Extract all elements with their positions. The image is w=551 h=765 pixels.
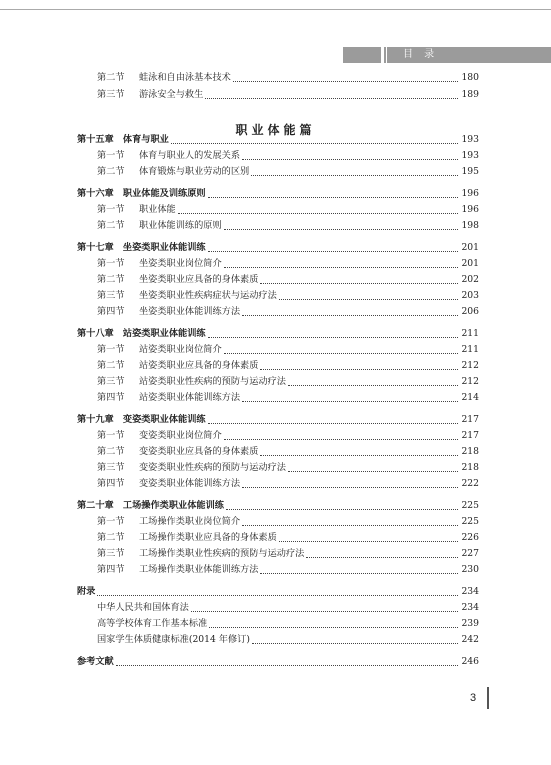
toc-page-number: 222 [461,478,479,489]
toc-leader-dots [208,336,459,338]
toc-entry-title: 国家学生体质健康标准(2014 年修订) [97,634,250,645]
toc-page-number: 234 [461,586,479,597]
toc-leader-dots [279,540,459,542]
toc-section-row[interactable] [0,359,551,373]
toc-section-row[interactable] [0,71,551,85]
toc-section-row[interactable] [0,461,551,475]
toc-section-row[interactable] [0,617,551,631]
toc-entry-title [97,343,222,357]
toc-entry-title [97,429,222,443]
toc-entry-title: 第二十章 工场操作类职业体能训练 [77,500,224,511]
toc-entry-title: 中华人民共和国体育法 [97,602,189,613]
toc-page-number: 193 [461,150,479,161]
toc-section-number: 第一节 [97,516,125,527]
toc-section-row[interactable] [0,219,551,233]
toc-entry-title [97,71,231,85]
toc-entry-title [97,461,286,475]
toc-page-number: 196 [461,188,479,199]
toc-section-number: 第二节 [97,360,125,371]
toc-section-number: 第三节 [97,290,125,301]
toc-leader-dots [252,642,459,644]
toc-page-number: 189 [461,89,479,100]
toc-page-number: 214 [461,392,479,403]
toc-page-number: 193 [461,134,479,145]
toc-section-number: 第二节 [97,274,125,285]
toc-chapter-row[interactable] [0,499,551,513]
toc-leader-dots [260,572,458,574]
toc-chapter-row[interactable] [0,187,551,201]
toc-chapter-row[interactable] [0,585,551,599]
toc-page-number: 212 [461,376,479,387]
toc-entry-title: 附录 [77,586,96,597]
toc-page-number: 211 [461,328,479,339]
toc-entry-title [97,359,258,373]
toc-entry-title [97,165,249,179]
toc-section-row[interactable] [0,429,551,443]
toc-section-number: 第三节 [97,462,125,473]
toc-entry-title [97,289,277,303]
toc-section-title: 职业体能 [139,204,176,215]
toc-entry-title [97,445,258,459]
toc-leader-dots [260,282,458,284]
toc-leader-dots [242,158,458,160]
toc-entry-title [97,273,258,287]
toc-page-number: 227 [461,548,479,559]
toc-section-row[interactable] [0,375,551,389]
toc-page-number: 246 [461,656,479,667]
toc-page-number: 211 [461,344,479,355]
toc-section-row[interactable] [0,391,551,405]
toc-entry-title [97,547,304,561]
toc-entry-title [97,219,222,233]
toc-section-number: 第二节 [97,166,125,177]
toc-leader-dots [97,594,458,596]
toc-page-number: 180 [461,72,479,83]
toc-leader-dots [251,174,458,176]
toc-section-number: 第四节 [97,392,125,403]
toc-leader-dots [242,524,458,526]
toc-entry-title [97,88,203,102]
toc-section-number: 第一节 [97,430,125,441]
toc-entry-title [97,515,240,529]
toc-leader-dots [116,664,459,666]
toc-leader-dots [279,298,459,300]
toc-section-title: 坐姿类职业应具备的身体素质 [139,274,259,285]
toc-section-title: 站姿类职业应具备的身体素质 [139,360,259,371]
toc-leader-dots [224,228,459,230]
toc-section-number: 第一节 [97,204,125,215]
toc-section-title: 工场操作类职业性疾病的预防与运动疗法 [139,548,305,559]
toc-chapter-row[interactable] [0,655,551,669]
toc-section-number: 第三节 [97,376,125,387]
toc-section-number: 第四节 [97,306,125,317]
toc-section-number: 第二节 [97,72,125,83]
toc-leader-dots [224,266,459,268]
toc-page-number: 217 [461,430,479,441]
toc-entry-title [97,149,240,163]
toc-entry-title: 第十八章 站姿类职业体能训练 [77,328,206,339]
toc-section-title: 工场操作类职业岗位简介 [139,516,241,527]
toc-section-row[interactable] [0,531,551,545]
toc-section-row[interactable] [0,445,551,459]
toc-entry-title [97,531,277,545]
part-title: 职业体能篇 [235,123,316,137]
toc-leader-dots [260,454,458,456]
toc-section-number: 第二节 [97,220,125,231]
toc-section-number: 第一节 [97,150,125,161]
toc-leader-dots [224,352,459,354]
toc-leader-dots [288,384,458,386]
toc-leader-dots [208,250,459,252]
toc-entry-title: 第十六章 职业体能及训练原则 [77,188,206,199]
toc-section-row[interactable] [0,633,551,647]
toc-section-number: 第四节 [97,478,125,489]
toc-section-title: 体育与职业人的发展关系 [139,150,241,161]
toc-section-title: 工场操作类职业体能训练方法 [139,564,259,575]
toc-page-number: 218 [461,446,479,457]
toc-section-title: 坐姿类职业岗位简介 [139,258,222,269]
toc-page-number: 239 [461,618,479,629]
toc-page-number: 212 [461,360,479,371]
toc-section-title: 站姿类职业性疾病的预防与运动疗法 [139,376,286,387]
toc-section-row[interactable] [0,563,551,577]
toc-entry-title [97,257,222,271]
toc-section-number: 第一节 [97,258,125,269]
toc-entry-title [97,477,240,491]
toc-chapter-row[interactable] [0,413,551,427]
toc-page-number: 203 [461,290,479,301]
toc-entry-title: 高等学校体育工作基本标准 [97,618,208,629]
toc-chapter-row[interactable] [0,327,551,341]
toc-leader-dots [178,212,459,214]
toc-leader-dots [226,508,458,510]
toc-section-number: 第三节 [97,89,125,100]
toc-leader-dots [260,368,458,370]
toc-section-title: 站姿类职业体能训练方法 [139,392,241,403]
toc-section-row[interactable] [0,289,551,303]
toc-leader-dots [288,470,458,472]
toc-section-row[interactable] [0,203,551,217]
toc-section-number: 第二节 [97,532,125,543]
toc-leader-dots [209,626,458,628]
toc-leader-dots [242,400,458,402]
toc-section-row[interactable] [0,257,551,271]
toc-leader-dots [208,196,459,198]
toc-entry-title: 参考文献 [77,656,114,667]
toc-section-row[interactable] [0,149,551,163]
toc-section-title: 变姿类职业岗位简介 [139,430,222,441]
page-number-bar [487,687,489,709]
toc-section-row[interactable] [0,515,551,529]
toc-entry-title: 第十五章 体育与职业 [77,134,169,145]
toc-section-title: 体育锻炼与职业劳动的区别 [139,166,250,177]
toc-page-number: 226 [461,532,479,543]
toc-page-number: 198 [461,220,479,231]
toc-page-number: 202 [461,274,479,285]
toc-section-number: 第一节 [97,344,125,355]
toc-leader-dots [191,610,459,612]
toc-section-number: 第四节 [97,564,125,575]
toc-leader-dots [233,80,459,82]
toc-entry-title [97,563,258,577]
toc-section-row[interactable] [0,165,551,179]
toc-page-number: 195 [461,166,479,177]
toc-page-number: 225 [461,516,479,527]
toc-section-title: 变姿类职业性疾病的预防与运动疗法 [139,462,286,473]
toc-page-number: 242 [461,634,479,645]
toc-section-row[interactable] [0,547,551,561]
toc-section-row[interactable] [0,477,551,491]
toc-chapter-row[interactable] [0,133,551,147]
toc-section-row[interactable] [0,88,551,102]
header-title: 目 录 [403,49,439,60]
toc-page-number: 201 [461,258,479,269]
toc-section-row[interactable] [0,601,551,615]
toc-section-title: 工场操作类职业应具备的身体素质 [139,532,277,543]
toc-section-title: 职业体能训练的原则 [139,220,222,231]
toc-leader-dots [306,556,458,558]
toc-entry-title [97,203,176,217]
toc-page-number: 230 [461,564,479,575]
toc-section-title: 变姿类职业应具备的身体素质 [139,446,259,457]
toc-leader-dots [171,142,459,144]
toc-page-number: 218 [461,462,479,473]
toc-section-number: 第三节 [97,548,125,559]
toc-section-row[interactable] [0,273,551,287]
toc-section-title: 游泳安全与救生 [139,89,204,100]
toc-entry-title [97,375,286,389]
toc-entry-title: 第十九章 变姿类职业体能训练 [77,414,206,425]
toc-page-number: 225 [461,500,479,511]
toc-entry-title: 第十七章 坐姿类职业体能训练 [77,242,206,253]
toc-section-title: 站姿类职业岗位简介 [139,344,222,355]
toc-page-number: 196 [461,204,479,215]
toc-entry-title [97,391,240,405]
toc-leader-dots [205,97,458,99]
toc-section-number: 第二节 [97,446,125,457]
toc-page-number: 234 [461,602,479,613]
toc-section-title: 变姿类职业体能训练方法 [139,478,241,489]
toc-leader-dots [224,438,459,440]
toc-entry-title [97,305,240,319]
toc-section-title: 蛙泳和自由泳基本技术 [139,72,231,83]
page-number: 3 [470,692,477,704]
toc-section-title: 坐姿类职业体能训练方法 [139,306,241,317]
toc-leader-dots [208,422,459,424]
toc-section-row[interactable] [0,343,551,357]
toc-section-row[interactable] [0,305,551,319]
toc-leader-dots [242,486,458,488]
toc-page-number: 206 [461,306,479,317]
toc-page-number: 217 [461,414,479,425]
toc-section-title: 坐姿类职业性疾病症状与运动疗法 [139,290,277,301]
toc-leader-dots [242,314,458,316]
toc-page-number: 201 [461,242,479,253]
toc-chapter-row[interactable] [0,241,551,255]
